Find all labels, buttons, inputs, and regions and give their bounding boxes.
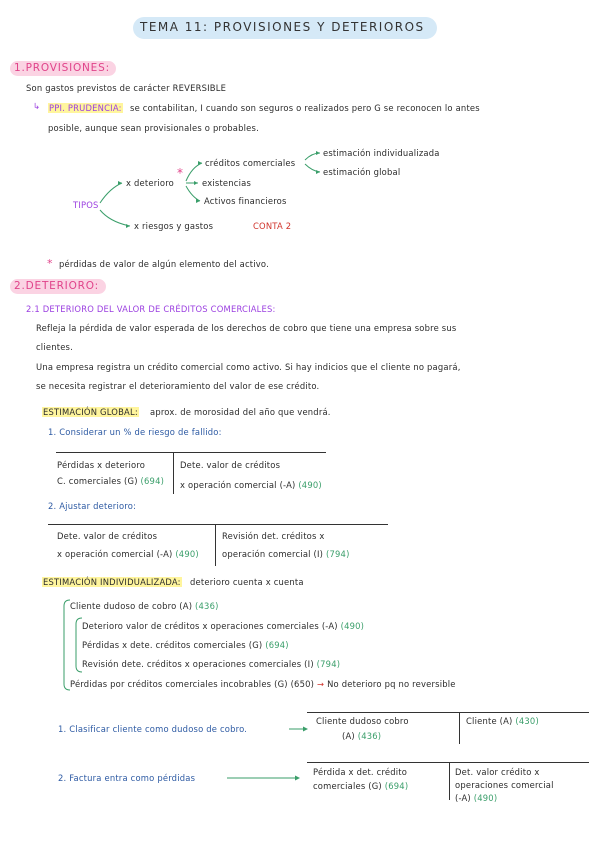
e2-left-2-code: (694) bbox=[384, 781, 409, 791]
asterisk-icon: * bbox=[177, 166, 184, 180]
e1-right-code: (430) bbox=[515, 716, 539, 726]
entry-2-heading: 2. Factura entra como pérdidas bbox=[58, 773, 196, 783]
account-perdidas-incobrables-text: Pérdidas por créditos comerciales incobrables (G) (650) bbox=[70, 679, 315, 689]
t2-left-2-text: x operación comercial (-A) bbox=[57, 549, 173, 559]
existencias-node: existencias bbox=[202, 178, 252, 188]
t1-right-2-text: x operación comercial (-A) bbox=[180, 480, 296, 490]
e2-left-2-text: comerciales (G) bbox=[313, 781, 382, 791]
sub-arrow-icon: ↳ bbox=[33, 101, 41, 111]
e1-right-text: Cliente (A) bbox=[466, 716, 513, 726]
e1-right bbox=[466, 716, 539, 726]
e2-right-1: Det. valor crédito x bbox=[455, 767, 540, 777]
e2-left-2 bbox=[313, 781, 408, 791]
e2-right-3-code: (490) bbox=[473, 793, 498, 803]
entry-1-heading: 1. Clasificar cliente como dudoso de cobro. bbox=[58, 724, 248, 734]
account-perdidas-incobrables-tail: No deterioro pq no reversible bbox=[327, 679, 456, 689]
account-cliente-dudoso-text: Cliente dudoso de cobro (A) bbox=[70, 601, 193, 611]
e1-left-2-text: (A) bbox=[342, 731, 355, 741]
e1-left-2 bbox=[342, 731, 381, 741]
e2-right-3 bbox=[455, 793, 497, 803]
e1-divider bbox=[459, 712, 460, 744]
account-cliente-dudoso-code: (436) bbox=[195, 601, 219, 611]
estimacion-individualizada-node: estimación individualizada bbox=[323, 148, 440, 158]
account-deterioro-valor-code: (490) bbox=[340, 621, 365, 631]
t2-left-1: Dete. valor de créditos bbox=[57, 531, 158, 541]
asterisk-note: pérdidas de valor de algún elemento del activo. bbox=[59, 259, 269, 269]
e2-divider bbox=[449, 762, 450, 800]
estimacion-individualizada-text: deterioro cuenta x cuenta bbox=[190, 577, 304, 587]
section-1-heading: 1.PROVISIONES: bbox=[14, 62, 110, 74]
estimacion-global-node: estimación global bbox=[323, 167, 401, 177]
deterioro-node: x deterioro bbox=[126, 178, 175, 188]
t1-left-1: Pérdidas x deterioro bbox=[57, 460, 146, 470]
creditos-node: créditos comerciales bbox=[205, 158, 296, 168]
step-2-heading: 2. Ajustar deterioro: bbox=[48, 501, 137, 511]
account-revision-dete-code: (794) bbox=[316, 659, 341, 669]
subsection-2-1: 2.1 DETERIORO DEL VALOR DE CRÉDITOS COMERCIALES: bbox=[26, 304, 276, 314]
riesgos-node: x riesgos y gastos bbox=[134, 221, 214, 231]
account-perdidas-dete-code: (694) bbox=[265, 640, 289, 650]
t2-right-2-text: operación comercial (I) bbox=[222, 549, 324, 559]
account-perdidas-dete-text: Pérdidas x dete. créditos comerciales (G) bbox=[82, 640, 263, 650]
prudencia-label-text: PPI. PRUDENCIA: bbox=[49, 103, 122, 113]
activos-node: Activos financieros bbox=[204, 196, 287, 206]
note-asterisk-icon: * bbox=[47, 257, 53, 270]
estimacion-global-label-text: ESTIMACIÓN GLOBAL: bbox=[43, 407, 138, 417]
t2-right-2-code: (794) bbox=[326, 549, 350, 559]
red-arrow-icon: → bbox=[316, 679, 325, 689]
e1-left-1: Cliente dudoso cobro bbox=[316, 716, 409, 726]
provisiones-intro: Son gastos previstos de carácter REVERSIBLE bbox=[26, 83, 227, 93]
conta2-label: CONTA 2 bbox=[253, 221, 292, 231]
prudencia-text: se contabilitan, I cuando son seguros o realizados pero G se reconocen lo antes bbox=[130, 103, 480, 113]
estimacion-individualizada-label-text: ESTIMACIÓN INDIVIDUALIZADA: bbox=[43, 577, 181, 587]
e2-right-2: operaciones comercial bbox=[455, 780, 554, 790]
para-1: Refleja la pérdida de valor esperada de los derechos de cobro que tiene una empresa sobre sus bbox=[36, 323, 457, 333]
step-1-heading: 1. Considerar un % de riesgo de fallido: bbox=[48, 427, 222, 437]
estimacion-global-text: aprox. de morosidad del año que vendrá. bbox=[150, 407, 331, 417]
para-2b: se necesita registrar el deterioramiento del valor de ese crédito. bbox=[36, 381, 320, 391]
t1-right-2-code: (490) bbox=[298, 480, 322, 490]
e2-top-rule bbox=[307, 762, 589, 763]
tipos-label: TIPOS bbox=[73, 200, 99, 210]
t2-left-2-code: (490) bbox=[175, 549, 199, 559]
t1-left-2-code: (694) bbox=[140, 476, 165, 486]
prudencia-text-2: posible, aunque sean provisionales o probables. bbox=[48, 123, 259, 133]
e2-right-3-text: (-A) bbox=[455, 793, 471, 803]
page-title: TEMA 11: PROVISIONES Y DETERIOROS bbox=[140, 20, 425, 34]
account-deterioro-valor-text: Deterioro valor de créditos x operaciones comerciales (-A) bbox=[82, 621, 338, 631]
e1-left-2-code: (436) bbox=[357, 731, 382, 741]
t2-right-1: Revisión det. créditos x bbox=[222, 531, 325, 541]
para-2: Una empresa registra un crédito comercial como activo. Si hay indicios que el cliente no pagará, bbox=[36, 362, 461, 372]
para-1b: clientes. bbox=[36, 342, 73, 352]
section-2-heading: 2.DETERIORO: bbox=[14, 280, 99, 292]
e1-top-rule bbox=[307, 712, 589, 713]
t1-left-2-text: C. comerciales (G) bbox=[57, 476, 138, 486]
account-revision-dete-text: Revisión dete. créditos x operaciones comerciales (I) bbox=[82, 659, 314, 669]
e2-left-1: Pérdida x det. crédito bbox=[313, 767, 408, 777]
t1-right-1: Dete. valor de créditos bbox=[180, 460, 281, 470]
